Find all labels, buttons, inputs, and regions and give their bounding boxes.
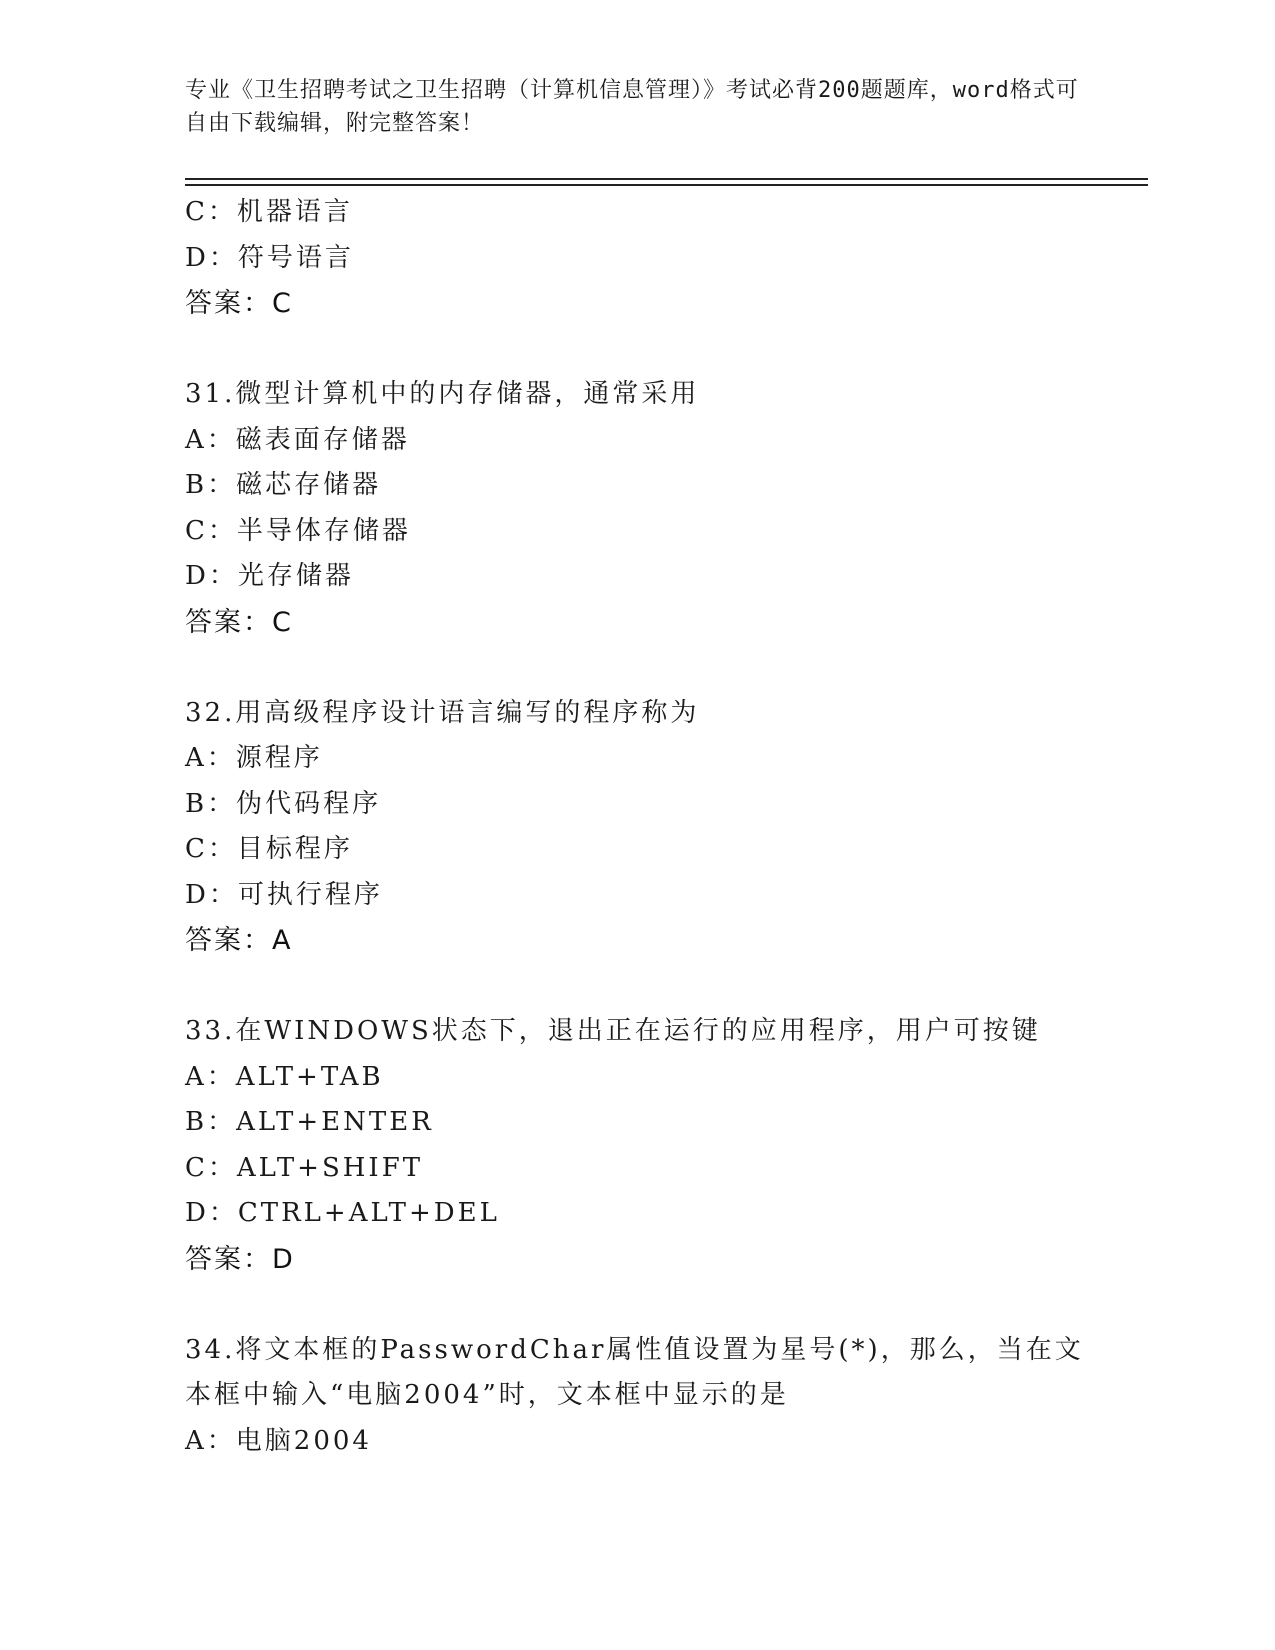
option-c: C：半导体存储器 xyxy=(185,515,411,546)
question-title: 34.将文本框的PasswordChar属性值设置为星号(*)，那么，当在文本框中输入“电脑2004”时，文本框中显示的是 xyxy=(185,1334,1084,1410)
option-d: D：CTRL+ALT+DEL xyxy=(185,1198,500,1228)
question-block-33 xyxy=(185,1009,1085,1282)
spacer xyxy=(185,645,1085,691)
option-b: B：伪代码程序 xyxy=(185,788,382,819)
spacer xyxy=(185,1282,1085,1328)
option-b: B：ALT+ENTER xyxy=(185,1107,434,1137)
question-block-31 xyxy=(185,372,1085,645)
header-divider-bottom xyxy=(185,184,1148,186)
question-title: 32.用高级程序设计语言编写的程序称为 xyxy=(185,697,700,728)
option-a: A：源程序 xyxy=(185,743,323,773)
option-c: C：目标程序 xyxy=(185,834,353,864)
option-a: A：磁表面存储器 xyxy=(185,424,410,455)
option-c: C：ALT+SHIFT xyxy=(185,1152,424,1183)
question-block-30-continued xyxy=(185,190,1085,327)
document-header: 专业《卫生招聘考试之卫生招聘（计算机信息管理）》考试必背200题题库，word格式可自由下载编辑，附完整答案！ xyxy=(185,78,1079,136)
question-title: 33.在WINDOWS状态下，退出正在运行的应用程序，用户可按键 xyxy=(185,1016,1041,1046)
answer-line: 答案：C xyxy=(185,288,293,319)
spacer xyxy=(185,964,1085,1010)
header-divider-top xyxy=(185,178,1148,180)
question-block-32 xyxy=(185,691,1085,964)
option-a: A：ALT+TAB xyxy=(185,1061,384,1092)
question-block-34 xyxy=(185,1328,1085,1465)
answer-line: 答案：A xyxy=(185,925,293,956)
question-title: 31.微型计算机中的内存储器，通常采用 xyxy=(185,379,700,409)
option-a: A：电脑2004 xyxy=(185,1425,372,1456)
option-c: C：机器语言 xyxy=(185,197,353,227)
spacer xyxy=(185,327,1085,373)
option-d: D：可执行程序 xyxy=(185,879,383,910)
answer-line: 答案：D xyxy=(185,1243,295,1275)
answer-line: 答案：C xyxy=(185,606,293,638)
option-d: D：光存储器 xyxy=(185,561,354,591)
option-d: D：符号语言 xyxy=(185,242,354,273)
option-b: B：磁芯存储器 xyxy=(185,470,382,500)
question-list xyxy=(185,190,1085,1464)
